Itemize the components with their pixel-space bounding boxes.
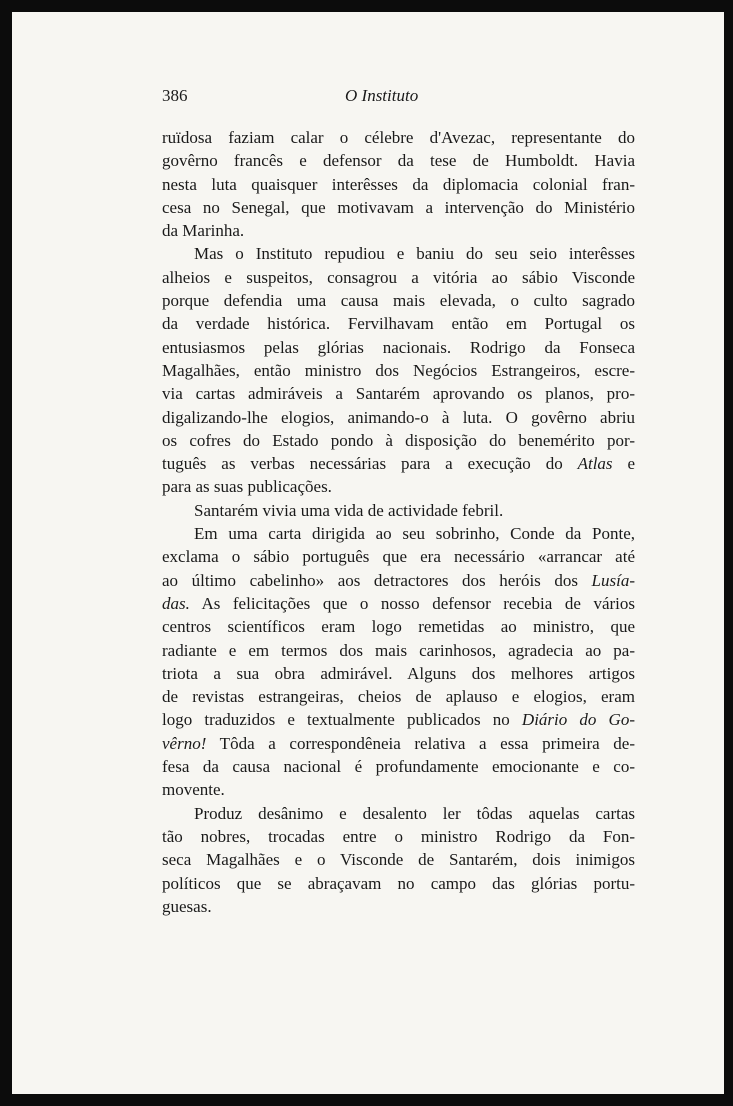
text-line [162,802,635,825]
text-run: guesas. [162,896,212,916]
text-run: Santarém vivia uma vida de actividade febril. [194,500,504,520]
paragraph [162,126,635,242]
text-line [162,382,635,405]
text-run: tuguês as verbas necessárias para a execução do [162,454,578,474]
text-run: triota a sua obra admirável. Alguns dos melhores artigos [162,663,635,683]
paragraph [162,802,635,918]
text-line [162,406,635,429]
text-run: Em uma carta dirigida ao seu sobrinho, Conde da Ponte, [194,524,635,544]
text-run: movente. [162,780,225,800]
text-run: tão nobres, trocadas entre o ministro Rodrigo da Fon- [162,826,635,846]
italic-text: das. [162,593,190,613]
text-line [162,336,635,359]
text-run: da verdade histórica. Fervilhavam então em Portugal os [162,314,635,334]
text-run: radiante e em termos dos mais carinhosos, agradecia ao pa- [162,640,635,660]
text-line [162,662,635,685]
text-run: nesta luta quaisquer interêsses da diplomacia colonial fran- [162,174,635,194]
text-run: centros scientíficos eram logo remetidas ao ministro, que [162,617,635,637]
text-run: e [612,454,635,474]
text-line [162,475,635,498]
text-line [162,219,635,242]
text-line [162,615,635,638]
text-line [162,639,635,662]
text-run: ao último cabelinho» aos detractores dos heróis dos [162,570,592,590]
text-line [162,196,635,219]
page-header [162,86,635,108]
text-run: Mas o Instituto repudiou e baniu do seu seio interêsses [194,244,635,264]
text-line [162,872,635,895]
text-line [162,242,635,265]
text-line [162,312,635,335]
text-run: políticos que se abraçavam no campo das glórias portu- [162,873,635,893]
text-line [162,545,635,568]
running-title: O Instituto [345,86,419,105]
text-run: para as suas publicações. [162,477,332,497]
text-run: porque defendia uma causa mais elevada, o culto sagrado [162,291,635,311]
italic-text: Diário do Go- [521,710,635,730]
text-line [162,592,635,615]
text-run: Produz desânimo e desalento ler tôdas aquelas cartas [194,803,635,823]
scanned-page [12,12,724,1094]
text-line [162,755,635,778]
text-line [162,173,635,196]
text-run: da Marinha. [162,221,245,241]
text-run: digalizando-lhe elogios, animando-o à luta. O govêrno abriu [162,407,635,427]
text-run: os cofres do Estado pondo à disposição do benemérito por- [162,430,635,450]
text-line [162,499,635,522]
text-run: govêrno francês e defensor da tese de Humboldt. Havia [162,151,635,171]
text-line [162,289,635,312]
text-run: As felicitações que o nosso defensor recebia de vários [189,593,635,613]
text-run: via cartas admiráveis a Santarém aprovando os planos, pro- [162,384,635,404]
text-run: logo traduzidos e textualmente publicados no [162,710,522,730]
text-line [162,732,635,755]
text-line [162,126,635,149]
italic-text: Lusía- [591,570,635,590]
text-line [162,825,635,848]
text-run: entusiasmos pelas glórias nacionais. Rodrigo da Fonseca [162,337,635,357]
text-line [162,359,635,382]
text-run: exclama o sábio português que era necessário «arrancar até [162,547,635,567]
text-line [162,522,635,545]
text-line [162,848,635,871]
text-line [162,778,635,801]
text-run: cesa no Senegal, que motivavam a intervenção do Ministério [162,197,635,217]
text-run: alheios e suspeitos, consagrou a vitória ao sábio Visconde [162,267,635,287]
text-run: de revistas estrangeiras, cheios de aplauso e elogios, eram [162,687,635,707]
text-line [162,685,635,708]
text-line [162,429,635,452]
text-run: Tôda a correspondêneia relativa a essa primeira de- [206,733,635,753]
text-line [162,452,635,475]
italic-text: vêrno! [162,733,207,753]
text-line [162,895,635,918]
text-run: ruïdosa faziam calar o célebre d'Avezac, representante do [162,128,635,147]
text-line [162,569,635,592]
text-line [162,708,635,731]
text-line [162,266,635,289]
text-run: seca Magalhães e o Visconde de Santarém, dois inimigos [162,850,635,870]
paragraph [162,522,635,802]
body-text [162,126,635,918]
paragraph [162,242,635,498]
italic-text: Atlas [577,454,613,474]
text-run: Magalhães, então ministro dos Negócios Estrangeiros, escre- [162,360,635,380]
text-run: fesa da causa nacional é profundamente emocionante e co- [162,757,635,777]
text-line [162,149,635,172]
paragraph [162,499,635,522]
page-number: 386 [162,86,188,105]
